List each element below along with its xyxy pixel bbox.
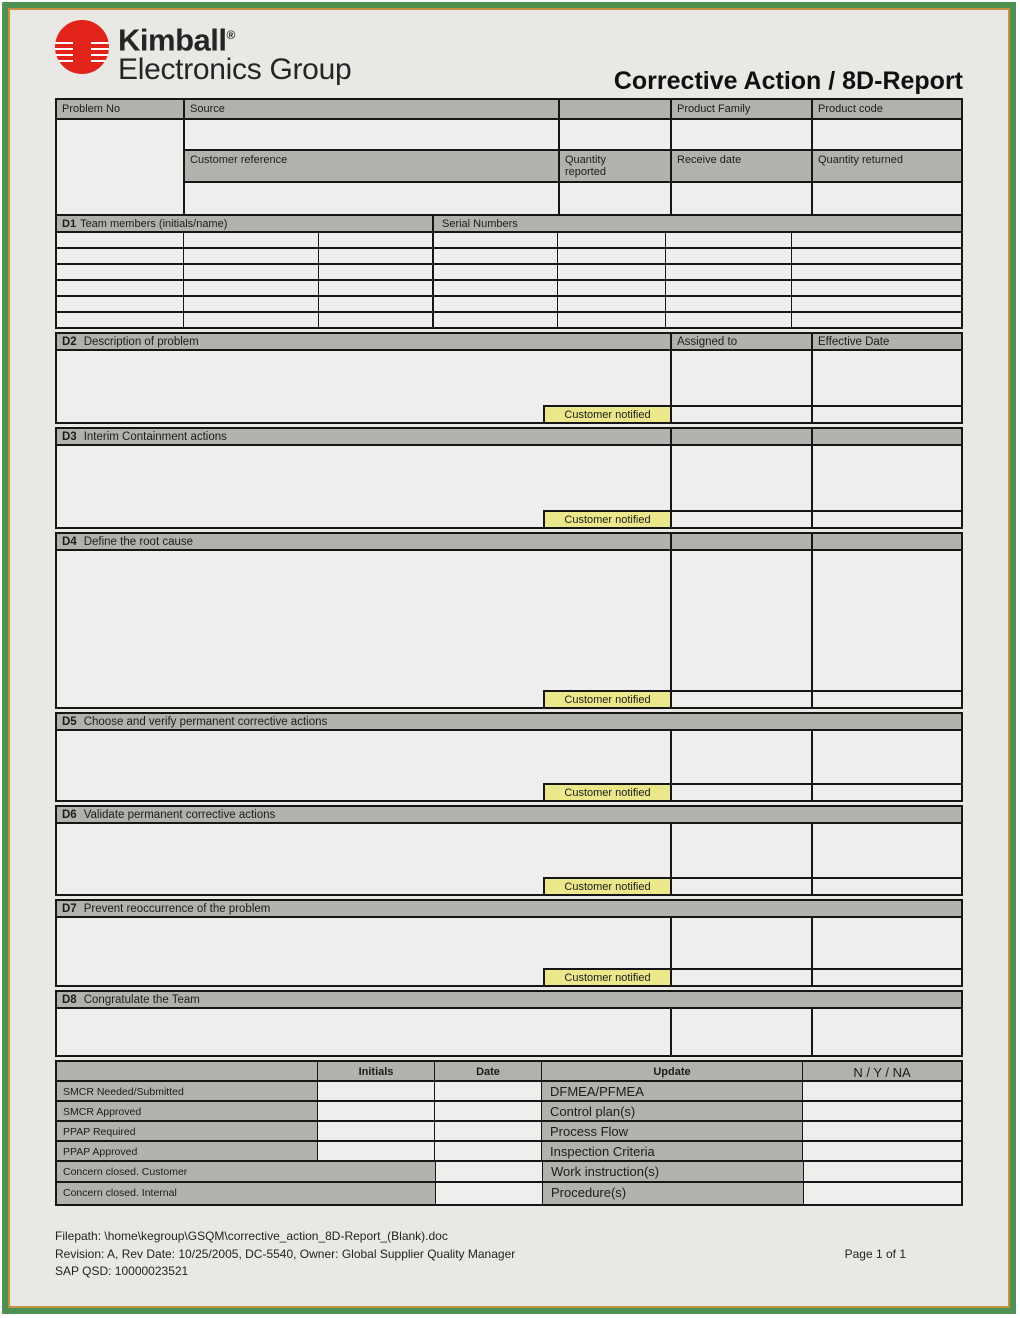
team-member-field[interactable]	[57, 249, 184, 263]
customer-notified-label: Customer notified	[543, 968, 670, 985]
status-header-spacer	[57, 1062, 318, 1080]
serial-number-field[interactable]	[666, 281, 792, 295]
d5-code: D5	[62, 716, 77, 728]
quantity-reported-field[interactable]	[560, 183, 672, 214]
quantity-header-spacer	[560, 100, 672, 118]
d4-root-cause-field[interactable]	[57, 551, 672, 707]
d3-containment-field[interactable]	[57, 446, 672, 527]
serial-number-field[interactable]	[666, 249, 792, 263]
d1-title: Team members (initials/name)	[80, 218, 228, 230]
d8-effective-date-field[interactable]	[813, 1009, 961, 1055]
document-footer	[55, 1228, 963, 1281]
kimball-logo	[55, 20, 351, 85]
d3-title: Interim Containment actions	[83, 431, 227, 443]
serial-number-field[interactable]	[666, 265, 792, 279]
date-field[interactable]	[435, 1102, 542, 1120]
quantity-reported-header: Quantity reported	[560, 151, 672, 181]
d2-header	[57, 334, 672, 349]
status-label: Concern closed. Customer	[57, 1162, 436, 1181]
update-label: Control plan(s)	[542, 1102, 803, 1120]
serial-number-field[interactable]	[792, 265, 961, 279]
status-label: PPAP Approved	[57, 1142, 318, 1160]
status-row	[57, 1102, 961, 1122]
d7-title: Prevent reoccurrence of the problem	[83, 903, 271, 915]
serial-number-field[interactable]	[558, 233, 666, 247]
date-column-header: Date	[435, 1062, 542, 1080]
initials-field[interactable]	[318, 1102, 435, 1120]
product-code-header: Product code	[813, 100, 961, 118]
customer-reference-field[interactable]	[185, 183, 560, 214]
serial-number-field[interactable]	[558, 249, 666, 263]
footer-filepath: Filepath: \home\kegroup\GSQM\corrective_action_8D-Report_(Blank).doc	[55, 1229, 448, 1243]
status-row	[57, 1162, 961, 1183]
d1-code: D1	[62, 218, 77, 230]
section-d4	[55, 532, 963, 709]
serial-number-field[interactable]	[792, 233, 961, 247]
d2-effective-date-field[interactable]	[813, 351, 961, 405]
serial-number-field[interactable]	[558, 313, 666, 327]
team-member-field[interactable]	[184, 249, 319, 263]
d6-validate-actions-field[interactable]	[57, 824, 672, 894]
team-member-field[interactable]	[319, 265, 434, 279]
status-table	[55, 1060, 963, 1206]
d8-code: D8	[62, 994, 77, 1006]
d6-title: Validate permanent corrective actions	[83, 809, 276, 821]
page-number: Page 1 of 1	[844, 1246, 906, 1261]
team-member-field[interactable]	[184, 297, 319, 311]
effective-date-header-cell	[813, 534, 961, 549]
d7-notified-date-field[interactable]	[813, 968, 961, 985]
initials-field[interactable]	[318, 1122, 435, 1140]
section-d7	[55, 899, 963, 987]
spacer-field[interactable]	[560, 120, 672, 149]
customer-reference-header: Customer reference	[185, 151, 560, 181]
nyna-field[interactable]	[804, 1183, 961, 1204]
status-label: SMCR Approved	[57, 1102, 318, 1120]
section-d2	[55, 332, 963, 424]
status-label: PPAP Required	[57, 1122, 318, 1140]
page-title: Corrective Action / 8D-Report	[613, 67, 963, 95]
form-content	[55, 20, 963, 1281]
d7-assigned-to-field[interactable]	[672, 918, 811, 968]
team-member-field[interactable]	[57, 265, 184, 279]
team-member-field[interactable]	[319, 297, 434, 311]
customer-notified-label: Customer notified	[543, 405, 670, 422]
customer-notified-label: Customer notified	[543, 783, 670, 800]
product-code-field[interactable]	[813, 120, 961, 149]
serial-number-field[interactable]	[666, 297, 792, 311]
product-family-field[interactable]	[672, 120, 813, 149]
initials-field[interactable]	[318, 1082, 435, 1100]
team-member-field[interactable]	[184, 233, 319, 247]
update-label: Inspection Criteria	[542, 1142, 803, 1160]
d6-assigned-to-field[interactable]	[672, 824, 811, 877]
section-d3	[55, 427, 963, 529]
customer-notified-label: Customer notified	[543, 877, 670, 894]
serial-number-field[interactable]	[434, 281, 558, 295]
assigned-to-header-cell	[672, 534, 813, 549]
nyna-column-header: N / Y / NA	[803, 1062, 961, 1080]
info-table	[55, 98, 963, 216]
d3-assigned-to-field[interactable]	[672, 446, 811, 510]
status-row	[57, 1183, 961, 1204]
team-member-field[interactable]	[319, 281, 434, 295]
d5-assigned-to-field[interactable]	[672, 731, 811, 783]
status-row	[57, 1082, 961, 1102]
d2-description-field[interactable]	[57, 351, 672, 422]
serial-numbers-header: Serial Numbers	[442, 218, 518, 230]
serial-number-field[interactable]	[434, 249, 558, 263]
d6-effective-date-field[interactable]	[813, 824, 961, 877]
d8-header	[57, 992, 961, 1007]
page	[2, 2, 1016, 1314]
section-d5	[55, 712, 963, 802]
d4-assigned-to-field[interactable]	[672, 551, 811, 690]
d1-table	[55, 216, 963, 329]
serial-number-field[interactable]	[558, 281, 666, 295]
team-member-field[interactable]	[319, 249, 434, 263]
status-label: SMCR Needed/Submitted	[57, 1082, 318, 1100]
quantity-returned-field[interactable]	[813, 183, 961, 214]
d5-notified-date-field[interactable]	[813, 783, 961, 800]
serial-number-field[interactable]	[792, 249, 961, 263]
receive-date-field[interactable]	[672, 183, 813, 214]
d6-header	[57, 807, 961, 822]
d7-effective-date-field[interactable]	[813, 918, 961, 968]
team-member-field[interactable]	[319, 313, 434, 327]
d2-assigned-to-field[interactable]	[672, 351, 811, 405]
d3-header	[57, 429, 672, 444]
kimball-globe-icon	[55, 20, 109, 74]
d5-effective-date-field[interactable]	[813, 731, 961, 783]
section-d8	[55, 990, 963, 1057]
d1-grid	[57, 233, 961, 327]
assigned-to-header-cell	[672, 429, 813, 444]
section-d6	[55, 805, 963, 896]
problem-no-header: Problem No	[57, 100, 183, 120]
nyna-field[interactable]	[803, 1142, 961, 1160]
update-label: DFMEA/PFMEA	[542, 1082, 803, 1100]
customer-notified-label: Customer notified	[543, 510, 670, 527]
d5-notified-date-field[interactable]	[672, 783, 811, 800]
source-header: Source	[185, 100, 560, 118]
serial-number-field[interactable]	[558, 265, 666, 279]
d6-notified-date-field[interactable]	[672, 877, 811, 894]
serial-number-field[interactable]	[792, 297, 961, 311]
document-header	[55, 20, 963, 96]
d2-notified-date-field[interactable]	[813, 405, 961, 422]
logo-line1: Kimball®	[118, 22, 235, 58]
serial-number-field[interactable]	[792, 313, 961, 327]
d2-code: D2	[62, 336, 77, 348]
serial-number-field[interactable]	[434, 265, 558, 279]
serial-number-field[interactable]	[558, 297, 666, 311]
logo-line2: Electronics Group	[118, 53, 352, 87]
date-field[interactable]	[436, 1183, 543, 1204]
logo-text	[118, 20, 351, 85]
d6-notified-date-field[interactable]	[813, 877, 961, 894]
footer-sap-qsd: SAP QSD: 10000023521	[55, 1264, 189, 1278]
update-column-header: Update	[542, 1062, 803, 1080]
d7-code: D7	[62, 903, 77, 915]
date-field[interactable]	[435, 1122, 542, 1140]
customer-notified-label: Customer notified	[543, 690, 670, 707]
serial-number-field[interactable]	[666, 233, 792, 247]
initials-field[interactable]	[318, 1142, 435, 1160]
d2-notified-date-field[interactable]	[672, 405, 811, 422]
nyna-field[interactable]	[803, 1122, 961, 1140]
nyna-field[interactable]	[804, 1162, 961, 1181]
d3-notified-date-field[interactable]	[813, 510, 961, 527]
d4-notified-date-field[interactable]	[672, 690, 811, 707]
d4-notified-date-field[interactable]	[813, 690, 961, 707]
status-row	[57, 1142, 961, 1162]
team-member-field[interactable]	[184, 313, 319, 327]
problem-no-field[interactable]	[57, 120, 183, 214]
serial-number-field[interactable]	[792, 281, 961, 295]
d5-header	[57, 714, 961, 729]
d3-effective-date-field[interactable]	[813, 446, 961, 510]
d8-assigned-to-field[interactable]	[672, 1009, 811, 1055]
d1-header	[57, 216, 434, 231]
d5-title: Choose and verify permanent corrective actions	[83, 716, 328, 728]
team-member-field[interactable]	[57, 297, 184, 311]
team-member-field[interactable]	[57, 313, 184, 327]
d7-notified-date-field[interactable]	[672, 968, 811, 985]
update-label: Process Flow	[542, 1122, 803, 1140]
team-member-field[interactable]	[184, 265, 319, 279]
d4-effective-date-field[interactable]	[813, 551, 961, 690]
serial-number-field[interactable]	[434, 297, 558, 311]
status-label: Concern closed. Internal	[57, 1183, 436, 1204]
update-label: Work instruction(s)	[543, 1162, 804, 1181]
team-member-field[interactable]	[319, 233, 434, 247]
d3-code: D3	[62, 431, 77, 443]
nyna-field[interactable]	[803, 1102, 961, 1120]
serial-number-field[interactable]	[434, 233, 558, 247]
d4-header	[57, 534, 672, 549]
product-family-header: Product Family	[672, 100, 813, 118]
effective-date-header: Effective Date	[818, 336, 890, 348]
assigned-to-header: Assigned to	[672, 334, 813, 349]
team-member-field[interactable]	[184, 281, 319, 295]
d8-title: Congratulate the Team	[83, 994, 200, 1006]
d4-code: D4	[62, 536, 77, 548]
d7-header	[57, 901, 961, 916]
d8-congratulate-field[interactable]	[57, 1009, 672, 1055]
date-field[interactable]	[435, 1142, 542, 1160]
status-row	[57, 1122, 961, 1142]
serial-number-field[interactable]	[434, 313, 558, 327]
d7-prevent-reoccurrence-field[interactable]	[57, 918, 672, 985]
d5-corrective-actions-field[interactable]	[57, 731, 672, 800]
date-field[interactable]	[436, 1162, 543, 1181]
effective-date-header-cell	[813, 429, 961, 444]
team-member-field[interactable]	[57, 233, 184, 247]
logo-center-block-icon	[73, 35, 91, 63]
receive-date-header: Receive date	[672, 151, 813, 181]
initials-column-header: Initials	[318, 1062, 435, 1080]
d6-code: D6	[62, 809, 77, 821]
source-field[interactable]	[185, 120, 560, 149]
quantity-returned-header: Quantity returned	[813, 151, 961, 181]
date-field[interactable]	[435, 1082, 542, 1100]
d3-notified-date-field[interactable]	[672, 510, 811, 527]
nyna-field[interactable]	[803, 1082, 961, 1100]
team-member-field[interactable]	[57, 281, 184, 295]
update-label: Procedure(s)	[543, 1183, 804, 1204]
registered-mark: ®	[226, 28, 235, 42]
d2-title: Description of problem	[83, 336, 199, 348]
serial-number-field[interactable]	[666, 313, 792, 327]
d4-title: Define the root cause	[83, 536, 194, 548]
footer-revision: Revision: A, Rev Date: 10/25/2005, DC-5540, Owner: Global Supplier Quality Manager	[55, 1246, 516, 1261]
